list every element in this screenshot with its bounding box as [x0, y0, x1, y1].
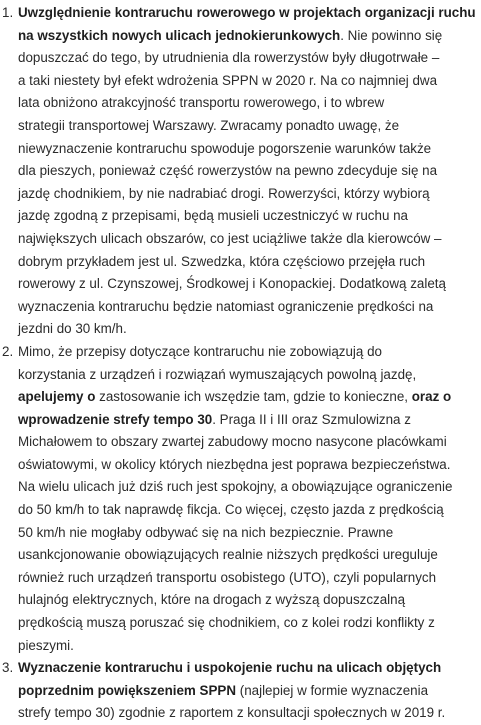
- text-line: [18, 25, 475, 48]
- text-line: [18, 318, 475, 341]
- body-text: Mimo, że przepisy dotyczące kontraruchu nie zobowiązują do: [18, 343, 382, 359]
- body-text: wyznaczenia kontraruchu będzie natomiast ograniczenie prędkości na: [18, 298, 434, 314]
- text-line: [18, 228, 475, 251]
- text-line: [18, 138, 475, 161]
- bold-text: apelujemy o: [18, 389, 96, 405]
- body-text: dopuszczać do tego, by utrudnienia dla rowerzystów były długotrwałe –: [18, 50, 440, 66]
- bold-text: wprowadzenie strefy tempo 30: [18, 411, 213, 427]
- text-line: [18, 70, 475, 93]
- body-text: strategii transportowej Warszawy. Zwracamy ponadto uwagę, że: [18, 117, 400, 133]
- body-text: prędkością muszą poruszać się chodnikiem, co z kolei rodzi konflikty z: [18, 615, 435, 631]
- text-line: [18, 386, 475, 409]
- text-line: [18, 341, 475, 364]
- text-line: [18, 409, 475, 432]
- body-text: usankcjonowanie obowiązujących realnie niższych prędkości ureguluje: [18, 547, 438, 563]
- body-text: jezdni do 30 km/h.: [18, 321, 127, 337]
- body-text: korzystania z urządzeń i rozwiązań wymuszających powolną jazdę,: [18, 366, 417, 382]
- text-line: [18, 499, 475, 522]
- text-line: [18, 702, 475, 725]
- body-text: 50 km/h nie mogłaby odbywać się na nich bezpiecznie. Prawne: [18, 524, 394, 540]
- body-text: jazdę chodnikiem, by nie nadrabiać drogi. Rowerzyści, którzy wybiorą: [18, 185, 430, 201]
- bold-text: poprzednim powiększeniem SPPN: [18, 682, 237, 698]
- list-item: [2, 657, 475, 725]
- body-text: pieszymi.: [18, 637, 74, 653]
- list-item-number: 1.: [2, 5, 14, 20]
- body-text: . Praga II i III oraz Szmulowizna z: [212, 411, 411, 427]
- text-line: [18, 160, 475, 183]
- body-text: hulajnóg elektrycznych, które na drogach z wyższą dopuszczalną: [18, 592, 406, 608]
- bold-text: oraz o: [411, 389, 452, 405]
- list-item-number: 2.: [2, 343, 14, 359]
- body-text: dla pieszych, ponieważ część rowerzystów na pewno zdecyduje się na: [18, 163, 438, 179]
- text-line: [18, 635, 475, 658]
- bold-text: Uwzględnienie kontraruchu rowerowego w projektach organizacji ruchu: [18, 5, 476, 20]
- body-text: Michałowem to obszary zwartej zabudowy mocno nasycone placówkami: [18, 434, 447, 450]
- text-line: [18, 92, 475, 115]
- body-text: Na wielu ulicach już dziś ruch jest spokojny, a obowiązujące ograniczenie: [18, 479, 453, 495]
- text-line: [18, 205, 475, 228]
- bold-text: na wszystkich nowych ulicach jednokierunkowych: [18, 27, 341, 43]
- body-text: do 50 km/h to tak naprawdę fikcja. Co więcej, często jazda z prędkością: [18, 502, 444, 518]
- body-text: dobrym przykładem jest ul. Szwedzka, która częściowo przejęła ruch: [18, 253, 426, 269]
- text-line: [18, 454, 475, 477]
- body-text: (najlepiej w formie wyznaczenia: [236, 682, 429, 698]
- text-line: [18, 522, 475, 545]
- body-text: jazdę zgodną z przepisami, będą musieli uczestniczyć w ruchu na: [18, 208, 409, 224]
- body-text: również ruch urządzeń transportu osobistego (UTO), czyli popularnych: [18, 569, 437, 585]
- text-line: [18, 364, 475, 387]
- list-item-number: 3.: [2, 660, 14, 676]
- text-line: [18, 296, 475, 319]
- text-line: [18, 183, 475, 206]
- text-line: [18, 680, 475, 703]
- bold-text: Wyznaczenie kontraruchu i uspokojenie ruchu na ulicach objętych: [18, 660, 442, 676]
- body-text: oświatowymi, w okolicy których niezbędna jest poprawa bezpieczeństwa.: [18, 456, 451, 472]
- list-item: [2, 341, 475, 657]
- text-line: [18, 589, 475, 612]
- text-line: [18, 431, 475, 454]
- text-line: [18, 115, 475, 138]
- body-text: a taki niestety był efekt wdrożenia SPPN w 2020 r. Na co najmniej dwa: [18, 72, 438, 88]
- list-item: [2, 2, 476, 341]
- text-line: [18, 657, 475, 680]
- body-text: największych ulicach obszarów, co jest uciążliwe także dla kierowców –: [18, 230, 442, 246]
- body-text: lata obniżono atrakcyjność transportu rowerowego, i to wbrew: [18, 95, 385, 111]
- text-line: [18, 2, 475, 25]
- text-line: [18, 47, 475, 70]
- text-line: [18, 476, 475, 499]
- text-line: [18, 567, 475, 590]
- body-text: zastosowanie ich wszędzie tam, gdzie to konieczne,: [95, 389, 412, 405]
- body-text: . Nie powinno się: [340, 27, 443, 43]
- body-text: rowerowy z ul. Czynszowej, Środkowej i Konopackiej. Dodatkową zaletą: [18, 276, 446, 292]
- text-line: [18, 612, 475, 635]
- body-text: strefy tempo 30) zgodnie z raportem z konsultacji społecznych w 2019 r.: [18, 705, 446, 721]
- text-line: [18, 251, 475, 274]
- body-text: niewyznaczenie kontraruchu spowoduje pogorszenie warunków także: [18, 140, 432, 156]
- text-line: [18, 544, 475, 567]
- text-line: [18, 273, 475, 296]
